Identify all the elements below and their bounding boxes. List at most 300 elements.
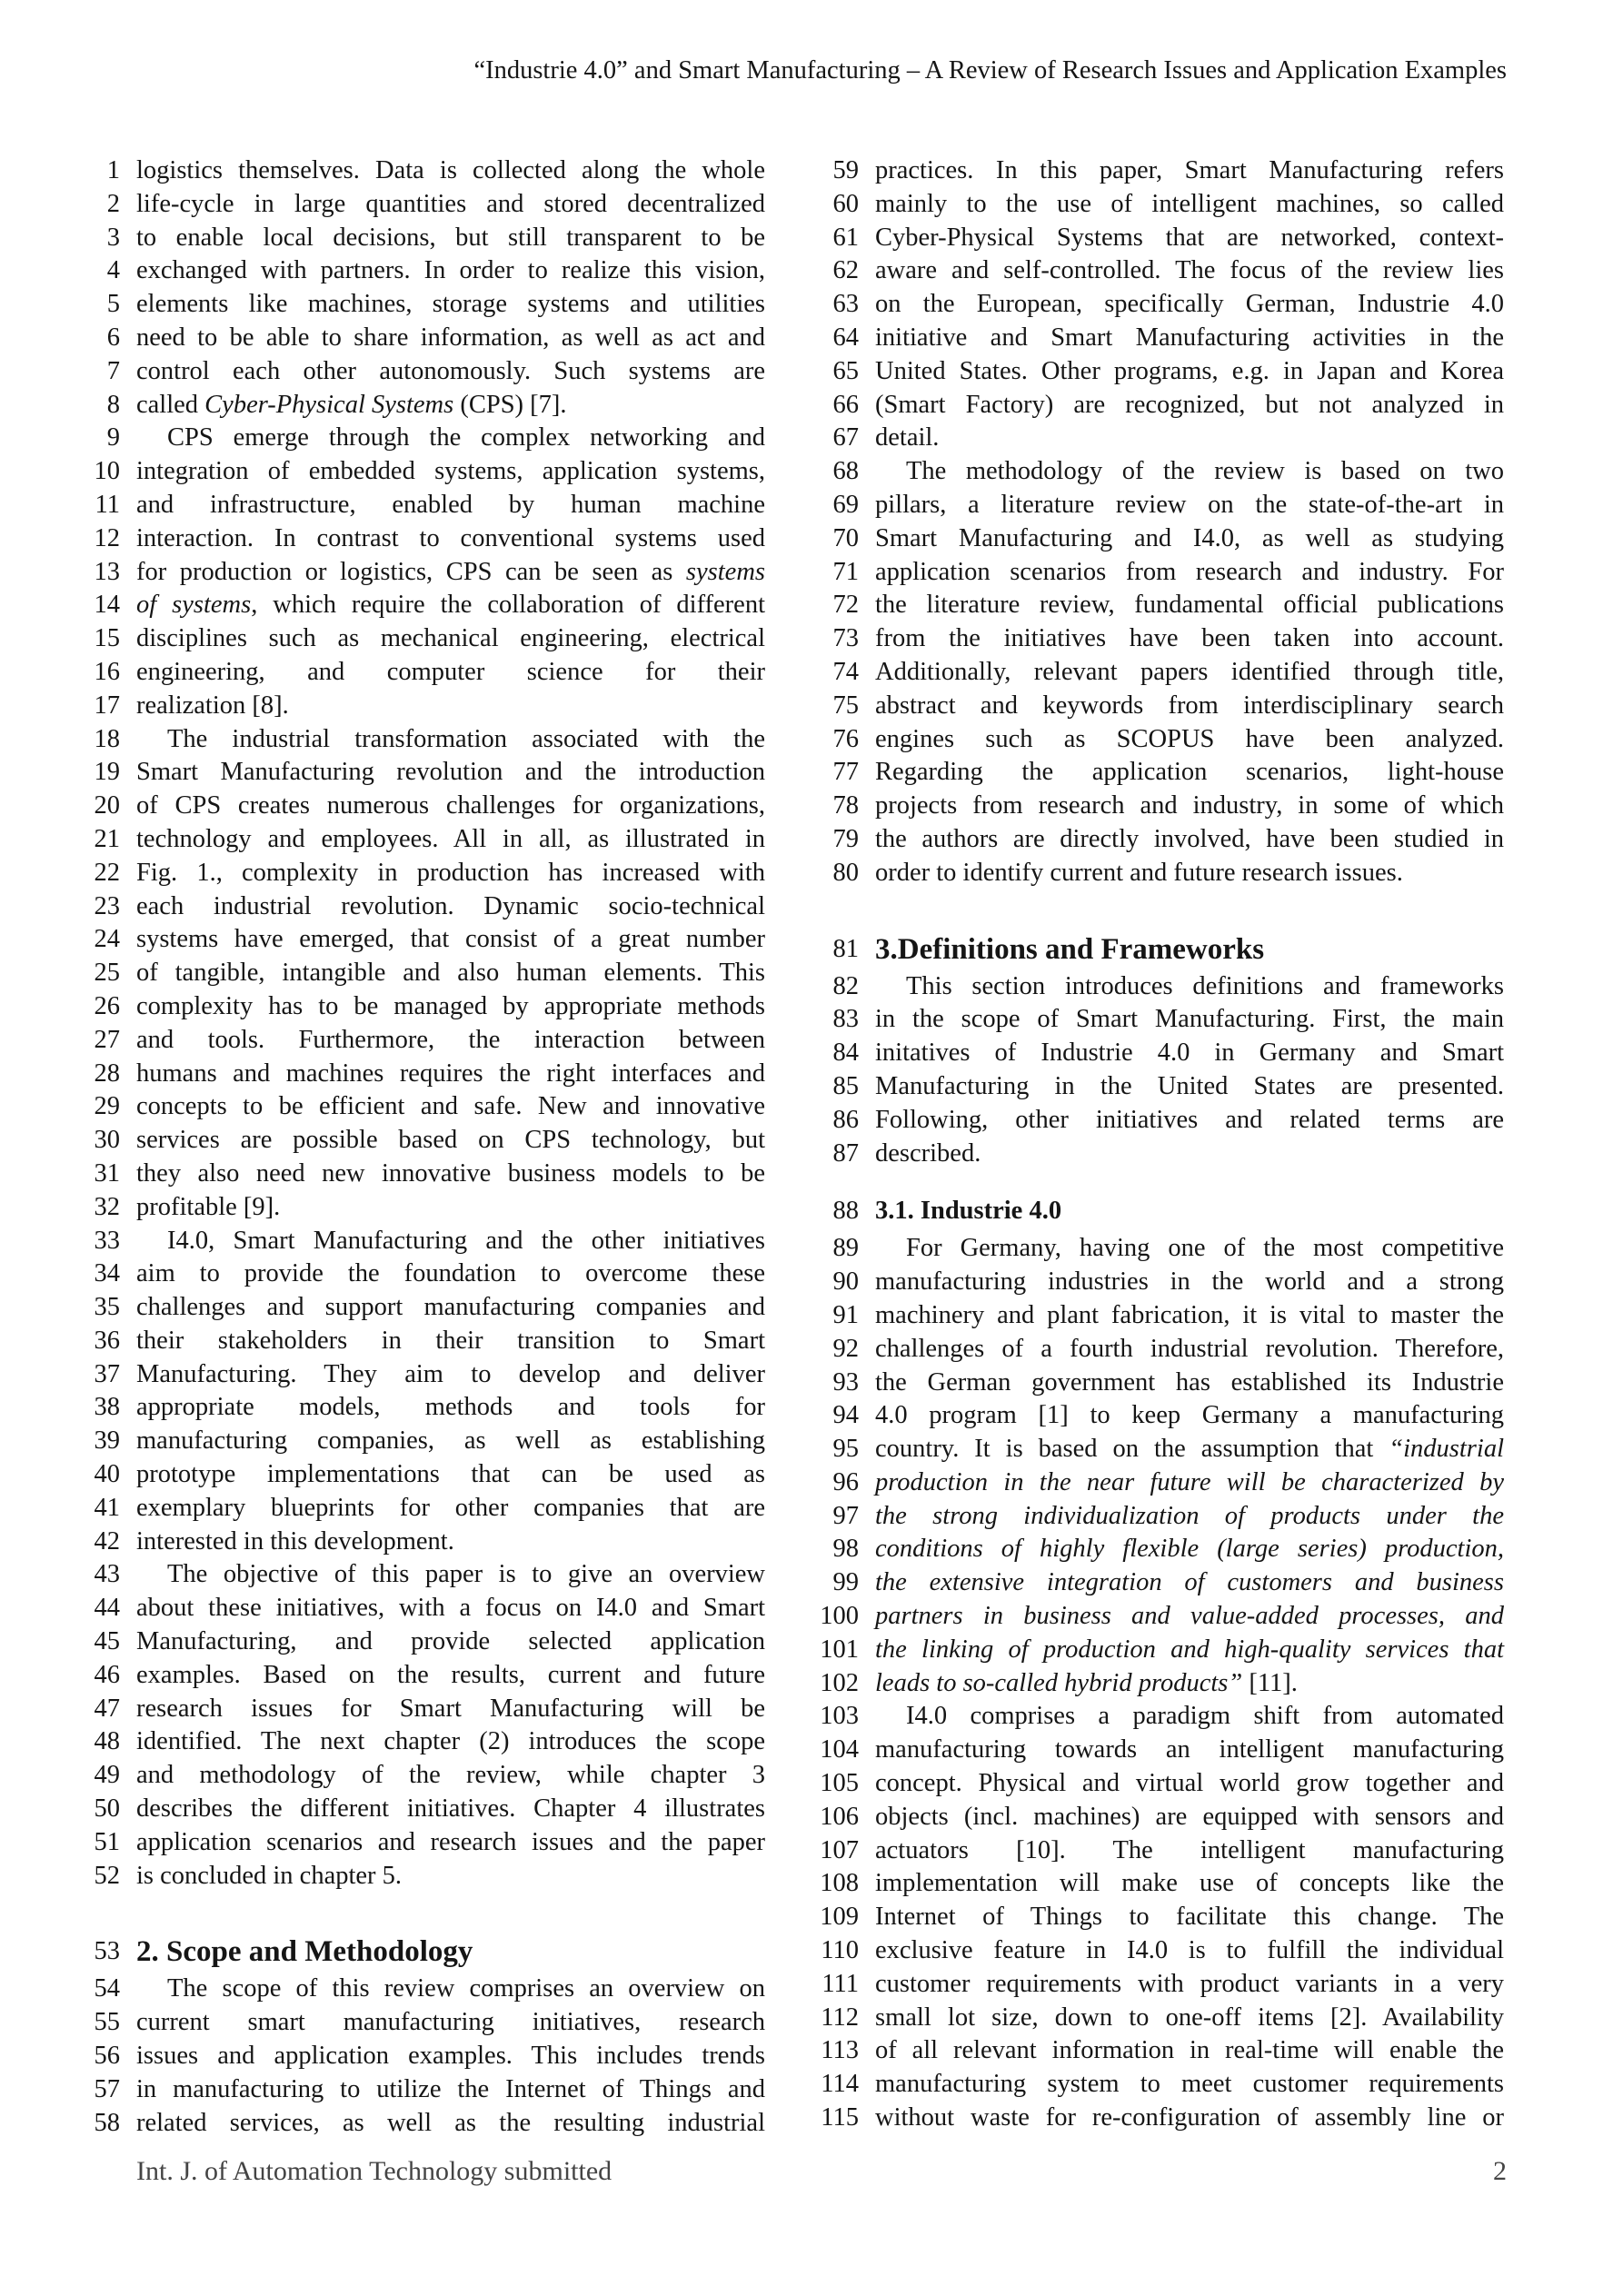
text-line xyxy=(94,690,765,723)
line-text: appropriate models, methods and tools for xyxy=(136,1393,765,1422)
line-number: 70 xyxy=(832,523,859,552)
text-line xyxy=(94,1725,765,1759)
line-number: 12 xyxy=(94,523,120,552)
line-text: United States. Other programs, e.g. in Japan and Korea xyxy=(875,356,1504,385)
line-text: concept. Physical and virtual world grow together and xyxy=(875,1769,1504,1798)
text-line xyxy=(95,489,765,522)
line-number: 58 xyxy=(94,2108,120,2137)
line-text: Regarding the application scenarios, light-house xyxy=(875,758,1504,787)
line-number: 39 xyxy=(94,1426,120,1456)
text-line xyxy=(832,322,1504,355)
line-number: 83 xyxy=(832,1005,859,1034)
line-number: 36 xyxy=(94,1326,120,1355)
line-number: 63 xyxy=(832,290,859,319)
line-text: Fig. 1., complexity in production has increased with xyxy=(136,858,765,887)
line-number: 72 xyxy=(832,591,859,620)
text-line xyxy=(832,422,1504,455)
line-text: (Smart Factory) are recognized, but not analyzed in xyxy=(875,390,1504,419)
line-text: each industrial revolution. Dynamic socio-technical xyxy=(136,891,765,920)
text-line xyxy=(820,1801,1504,1834)
text-line xyxy=(832,489,1504,522)
line-text: realization [8]. xyxy=(136,691,289,720)
line-text: pillars, a literature review on the state-of-the-art in xyxy=(875,490,1504,519)
line-text: from the initiatives have been taken into account. xyxy=(875,624,1504,653)
line-text: exclusive feature in I4.0 is to fulfill the individual xyxy=(875,1936,1504,1965)
text-line xyxy=(832,1500,1504,1534)
line-number: 49 xyxy=(94,1761,120,1790)
line-text: 3.1. Industrie 4.0 xyxy=(875,1197,1062,1226)
line-number: 96 xyxy=(832,1467,859,1496)
line-text: interaction. In contrast to conventional systems used xyxy=(136,523,765,552)
text-line xyxy=(821,2102,1504,2135)
line-text: systems have emerged, that consist of a great number xyxy=(136,925,765,954)
line-number: 104 xyxy=(820,1735,859,1764)
text-line xyxy=(94,1024,765,1058)
text-line xyxy=(832,1566,1504,1600)
line-number: 61 xyxy=(832,223,859,252)
line-number: 23 xyxy=(94,891,120,920)
text-line xyxy=(832,1138,1504,1171)
line-text: 4.0 program [1] to keep Germany a manufacturing xyxy=(875,1401,1504,1430)
line-text: manufacturing industries in the world and a strong xyxy=(875,1267,1504,1297)
text-line xyxy=(94,790,765,823)
line-text: technology and employees. All in all, as illustrated in xyxy=(136,824,765,853)
line-text: their stakeholders in their transition to Smart xyxy=(136,1326,765,1355)
line-number: 5 xyxy=(106,290,120,319)
text-line xyxy=(832,455,1504,489)
line-number: 14 xyxy=(94,591,120,620)
line-text: CPS emerge through the complex networking and xyxy=(167,423,765,452)
line-number: 60 xyxy=(832,189,859,218)
text-line xyxy=(832,1433,1504,1466)
text-line xyxy=(821,2034,1504,2068)
line-number: 93 xyxy=(832,1367,859,1396)
line-number: 46 xyxy=(94,1660,120,1689)
text-line xyxy=(832,723,1504,757)
text-line xyxy=(820,1700,1504,1734)
line-text: integration of embedded systems, application systems, xyxy=(136,457,765,486)
line-text: 3.Definitions and Frameworks xyxy=(875,932,1265,966)
line-number: 91 xyxy=(832,1300,859,1329)
line-number: 89 xyxy=(832,1234,859,1263)
line-text: described. xyxy=(875,1138,981,1168)
line-number: 43 xyxy=(94,1560,120,1589)
text-line xyxy=(94,1391,765,1425)
line-text: the German government has established its Industrie xyxy=(875,1367,1504,1396)
line-text: and infrastructure, enabled by human machine xyxy=(136,490,765,519)
line-text: logistics themselves. Data is collected along the whole xyxy=(136,156,765,184)
text-line xyxy=(832,389,1504,422)
line-number: 47 xyxy=(94,1694,120,1723)
text-line xyxy=(832,857,1504,890)
text-line xyxy=(94,1793,765,1826)
line-number: 59 xyxy=(832,156,859,184)
text-line xyxy=(94,1325,765,1358)
line-number: 20 xyxy=(94,791,120,820)
text-line xyxy=(94,957,765,990)
line-number: 106 xyxy=(820,1802,859,1831)
line-text: engineering, and computer science for their xyxy=(136,657,765,686)
text-line xyxy=(820,1734,1504,1767)
line-number: 108 xyxy=(820,1869,859,1898)
line-number: 13 xyxy=(94,557,120,586)
text-line xyxy=(106,422,765,455)
text-line xyxy=(94,1291,765,1325)
line-text: identified. The next chapter (2) introduces the scope xyxy=(136,1727,765,1756)
line-number: 53 xyxy=(94,1937,120,1966)
line-text: Smart Manufacturing revolution and the introduction xyxy=(136,758,765,787)
text-line xyxy=(820,1667,1504,1701)
line-text: related services, as well as the resulting industrial xyxy=(136,2108,765,2137)
line-text: without waste for re-configuration of assembly line or xyxy=(875,2103,1504,2132)
line-number: 15 xyxy=(94,624,120,653)
line-number: 16 xyxy=(94,657,120,686)
text-line xyxy=(106,222,765,255)
line-text: Smart Manufacturing and I4.0, as well as studying xyxy=(875,523,1504,552)
line-text: The methodology of the review is based on two xyxy=(906,457,1504,486)
text-line xyxy=(94,923,765,957)
line-text: initatives of Industrie 4.0 in Germany and Smart xyxy=(875,1039,1504,1068)
text-line xyxy=(832,254,1504,288)
line-text: current smart manufacturing initiatives, research xyxy=(136,2008,765,2037)
section-heading xyxy=(94,1931,765,1973)
line-text: and methodology of the review, while chapter 3 xyxy=(136,1761,765,1790)
line-text: The scope of this review comprises an overview on xyxy=(167,1974,765,2003)
line-text: the strong individualization of products under the xyxy=(875,1501,1504,1530)
text-line xyxy=(832,556,1504,590)
line-number: 54 xyxy=(94,1974,120,2003)
line-text: to enable local decisions, but still transparent to be xyxy=(136,223,765,252)
line-number: 73 xyxy=(832,624,859,653)
text-line xyxy=(820,1867,1504,1901)
text-line xyxy=(832,288,1504,322)
text-line xyxy=(832,1333,1504,1367)
line-number: 114 xyxy=(821,2070,859,2099)
line-number: 103 xyxy=(820,1702,859,1731)
line-number: 32 xyxy=(94,1192,120,1221)
text-line xyxy=(832,656,1504,690)
subsection-heading xyxy=(832,1194,1504,1232)
running-header: “Industrie 4.0” and Smart Manufacturing – A Review of Research Issues and Application Examples xyxy=(473,56,1507,84)
text-line xyxy=(832,622,1504,656)
line-number: 92 xyxy=(832,1334,859,1363)
line-number: 88 xyxy=(832,1197,859,1226)
line-text: issues and application examples. This includes trends xyxy=(136,2042,765,2071)
line-text: production in the near future will be characterized by xyxy=(875,1467,1504,1496)
text-line xyxy=(94,1826,765,1860)
line-number: 45 xyxy=(94,1627,120,1656)
text-line xyxy=(94,1492,765,1526)
line-text: The industrial transformation associated with the xyxy=(167,724,765,753)
text-line xyxy=(94,2006,765,2040)
text-line xyxy=(821,2002,1504,2035)
line-number: 19 xyxy=(94,758,120,787)
line-number: 101 xyxy=(820,1635,859,1664)
line-text: I4.0 comprises a paradigm shift from automated xyxy=(906,1702,1504,1731)
line-text: complexity has to be managed by appropriate methods xyxy=(136,991,765,1020)
line-number: 74 xyxy=(832,657,859,686)
text-line xyxy=(94,455,765,489)
line-text: engines such as SCOPUS have been analyzed. xyxy=(875,724,1504,753)
line-number: 77 xyxy=(832,758,859,787)
text-line xyxy=(832,154,1504,188)
line-number: 78 xyxy=(832,791,859,820)
line-number: 30 xyxy=(94,1126,120,1155)
line-number: 57 xyxy=(94,2074,120,2103)
text-line xyxy=(832,1266,1504,1299)
line-text: I4.0, Smart Manufacturing and the other initiatives xyxy=(167,1226,765,1255)
text-line xyxy=(94,1225,765,1258)
right-column xyxy=(820,154,1504,2135)
line-number: 8 xyxy=(106,390,120,419)
line-text: describes the different initiatives. Chapter 4 illustrates xyxy=(136,1794,765,1824)
line-number: 64 xyxy=(832,323,859,352)
line-text: application scenarios from research and industry. For xyxy=(875,557,1504,586)
line-text: need to be able to share information, as well as act and xyxy=(136,323,765,352)
line-number: 3 xyxy=(106,223,120,252)
line-text: application scenarios and research issues and the paper xyxy=(136,1827,765,1856)
line-number: 1 xyxy=(106,156,120,184)
footer-journal-name: Int. J. of Automation Technology submitted xyxy=(136,2156,612,2186)
line-text: disciplines such as mechanical engineering, electrical xyxy=(136,624,765,653)
line-number: 25 xyxy=(94,959,120,988)
line-number: 86 xyxy=(832,1105,859,1134)
line-text: manufacturing companies, as well as establishing xyxy=(136,1426,765,1456)
line-number: 82 xyxy=(832,971,859,1000)
line-text: aim to provide the foundation to overcome these xyxy=(136,1259,765,1288)
text-line xyxy=(94,1860,765,1893)
line-number: 33 xyxy=(94,1226,120,1255)
line-number: 48 xyxy=(94,1727,120,1756)
line-text: implementation will make use of concepts like the xyxy=(875,1869,1504,1898)
line-number: 81 xyxy=(832,934,859,963)
line-number: 66 xyxy=(832,390,859,419)
line-text: humans and machines requires the right interfaces and xyxy=(136,1059,765,1088)
line-number: 50 xyxy=(94,1794,120,1824)
line-number: 110 xyxy=(821,1936,859,1965)
line-number: 71 xyxy=(832,557,859,586)
line-text: services are possible based on CPS technology, but xyxy=(136,1126,765,1155)
text-line xyxy=(832,522,1504,556)
line-number: 29 xyxy=(94,1092,120,1121)
line-text: Internet of Things to facilitate this change. The xyxy=(875,1903,1504,1932)
text-line xyxy=(94,1358,765,1392)
line-text: mainly to the use of intelligent machines, so called xyxy=(875,189,1504,218)
line-text: for production or logistics, CPS can be seen as systems xyxy=(136,557,765,586)
text-line xyxy=(94,990,765,1024)
text-line xyxy=(832,1399,1504,1433)
line-number: 18 xyxy=(94,724,120,753)
line-text: Following, other initiatives and related terms are xyxy=(875,1105,1504,1134)
line-text: in manufacturing to utilize the Internet of Things and xyxy=(136,2074,765,2103)
text-line xyxy=(94,1625,765,1659)
text-line xyxy=(94,1659,765,1693)
line-text: order to identify current and future research issues. xyxy=(875,858,1403,887)
line-text: leads to so-called hybrid products” [11]. xyxy=(875,1668,1298,1697)
line-text: exchanged with partners. In order to realize this vision, xyxy=(136,256,765,285)
text-line xyxy=(106,188,765,222)
text-line xyxy=(821,2068,1504,2102)
text-line xyxy=(832,1003,1504,1037)
line-text: interested in this development. xyxy=(136,1526,454,1556)
line-text: examples. Based on the results, current and future xyxy=(136,1660,765,1689)
line-text: life-cycle in large quantities and stored decentralized xyxy=(136,189,765,218)
text-line xyxy=(106,355,765,389)
text-line xyxy=(106,154,765,188)
text-line xyxy=(94,656,765,690)
page-number: 2 xyxy=(1493,2156,1507,2186)
line-text: small lot size, down to one-off items [2]. Availability xyxy=(875,2003,1504,2032)
text-line xyxy=(821,1968,1504,2002)
line-number: 69 xyxy=(832,490,859,519)
line-text: is concluded in chapter 5. xyxy=(136,1861,403,1890)
line-number: 9 xyxy=(106,423,120,452)
line-text: practices. In this paper, Smart Manufacturing refers xyxy=(875,156,1504,184)
line-number: 76 xyxy=(832,724,859,753)
line-number: 67 xyxy=(832,423,859,452)
text-line xyxy=(832,756,1504,790)
line-number: 26 xyxy=(94,991,120,1020)
line-number: 107 xyxy=(820,1835,859,1864)
line-number: 42 xyxy=(94,1526,120,1556)
line-text: partners in business and value-added processes, and xyxy=(875,1602,1504,1631)
line-text: on the European, specifically German, Industrie 4.0 xyxy=(875,290,1504,319)
text-line xyxy=(832,1533,1504,1566)
line-text: about these initiatives, with a focus on I4.0 and Smart xyxy=(136,1594,765,1623)
text-line xyxy=(94,723,765,757)
text-line xyxy=(94,522,765,556)
text-line xyxy=(832,823,1504,857)
text-line xyxy=(94,1257,765,1291)
line-text: For Germany, having one of the most competitive xyxy=(906,1234,1504,1263)
text-line xyxy=(820,1901,1504,1934)
text-line xyxy=(832,790,1504,823)
line-text: the literature review, fundamental official publications xyxy=(875,591,1504,620)
line-number: 28 xyxy=(94,1059,120,1088)
line-number: 6 xyxy=(106,323,120,352)
line-number: 75 xyxy=(832,691,859,720)
text-line xyxy=(94,1558,765,1592)
line-number: 105 xyxy=(820,1769,859,1798)
line-text: they also need new innovative business models to be xyxy=(136,1158,765,1188)
text-line xyxy=(94,1693,765,1726)
line-number: 112 xyxy=(821,2003,859,2032)
line-number: 52 xyxy=(94,1861,120,1890)
line-text: country. It is based on the assumption that “industrial xyxy=(875,1435,1504,1464)
line-text: of CPS creates numerous challenges for organizations, xyxy=(136,791,765,820)
line-text: detail. xyxy=(875,423,940,452)
text-line xyxy=(94,823,765,857)
text-line xyxy=(832,222,1504,255)
line-text: concepts to be efficient and safe. New and innovative xyxy=(136,1092,765,1121)
text-line xyxy=(94,556,765,590)
line-text: the linking of production and high-quality services that xyxy=(875,1635,1504,1664)
text-line xyxy=(106,254,765,288)
text-line xyxy=(106,389,765,422)
text-line xyxy=(832,1070,1504,1104)
line-number: 22 xyxy=(94,858,120,887)
line-text: 2. Scope and Methodology xyxy=(136,1935,473,1969)
line-number: 85 xyxy=(832,1071,859,1100)
text-line xyxy=(94,756,765,790)
line-number: 37 xyxy=(94,1359,120,1388)
text-line xyxy=(106,288,765,322)
text-line xyxy=(94,1158,765,1191)
line-number: 7 xyxy=(106,356,120,385)
line-number: 102 xyxy=(820,1668,859,1697)
text-line xyxy=(820,1834,1504,1868)
line-text: conditions of highly flexible (large series) production, xyxy=(875,1535,1504,1564)
line-number: 79 xyxy=(832,824,859,853)
line-number: 84 xyxy=(832,1039,859,1068)
line-text: Manufacturing, and provide selected application xyxy=(136,1627,765,1656)
text-line xyxy=(94,622,765,656)
text-line xyxy=(832,970,1504,1004)
line-number: 99 xyxy=(832,1568,859,1597)
left-column xyxy=(94,154,765,2140)
line-number: 17 xyxy=(94,691,120,720)
text-line xyxy=(94,1973,765,2006)
text-line xyxy=(832,690,1504,723)
line-number: 35 xyxy=(94,1293,120,1322)
line-text: prototype implementations that can be used as xyxy=(136,1460,765,1489)
line-number: 56 xyxy=(94,2042,120,2071)
line-number: 68 xyxy=(832,457,859,486)
line-number: 31 xyxy=(94,1158,120,1188)
text-line xyxy=(94,2040,765,2073)
line-number: 80 xyxy=(832,858,859,887)
line-number: 87 xyxy=(832,1138,859,1168)
text-line xyxy=(832,1466,1504,1500)
line-text: of tangible, intangible and also human elements. This xyxy=(136,959,765,988)
text-line xyxy=(832,1232,1504,1266)
line-number: 98 xyxy=(832,1535,859,1564)
text-line xyxy=(94,1526,765,1559)
line-number: 95 xyxy=(832,1435,859,1464)
line-text: and tools. Furthermore, the interaction between xyxy=(136,1025,765,1054)
line-text: profitable [9]. xyxy=(136,1192,281,1221)
line-text: in the scope of Smart Manufacturing. First, the main xyxy=(875,1005,1504,1034)
text-line xyxy=(821,1934,1504,1968)
text-line xyxy=(832,589,1504,622)
text-line xyxy=(820,1767,1504,1801)
line-text: the authors are directly involved, have been studied in xyxy=(875,824,1504,853)
line-number: 10 xyxy=(94,457,120,486)
line-text: aware and self-controlled. The focus of the review lies xyxy=(875,256,1504,285)
text-line xyxy=(832,1299,1504,1333)
line-text: called Cyber-Physical Systems (CPS) [7]. xyxy=(136,390,567,419)
section-heading xyxy=(832,929,1504,970)
line-text: the extensive integration of customers and business xyxy=(875,1568,1504,1597)
text-line xyxy=(94,1058,765,1091)
line-number: 40 xyxy=(94,1460,120,1489)
text-line xyxy=(832,1367,1504,1400)
line-text: customer requirements with product variants in a very xyxy=(875,1969,1504,1998)
line-number: 55 xyxy=(94,2008,120,2037)
line-text: of systems, which require the collaboration of different xyxy=(136,591,765,620)
line-text: elements like machines, storage systems and utilities xyxy=(136,290,765,319)
line-number: 24 xyxy=(94,925,120,954)
line-text: exemplary blueprints for other companies that are xyxy=(136,1493,765,1522)
line-number: 111 xyxy=(821,1969,859,1998)
text-line xyxy=(94,2107,765,2141)
text-line xyxy=(94,1458,765,1492)
line-text: objects (incl. machines) are equipped with sensors and xyxy=(875,1802,1504,1831)
line-number: 94 xyxy=(832,1401,859,1430)
text-line xyxy=(832,188,1504,222)
line-number: 97 xyxy=(832,1501,859,1530)
line-text: The objective of this paper is to give an overview xyxy=(167,1560,765,1589)
